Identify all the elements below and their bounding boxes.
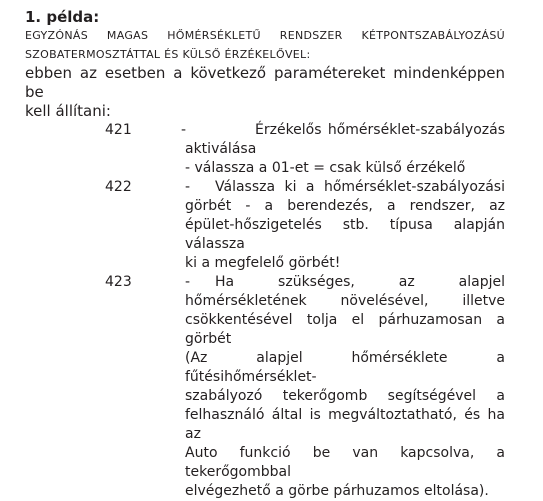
parameter-item [25, 273, 505, 292]
parameter-dash: - [185, 179, 191, 195]
intro-text [25, 64, 505, 121]
parameter-line: görbét - a berendezés, a rendszer, az [185, 198, 505, 214]
parameter-line: csökkentésével tolja el párhuzamosan a görbét [185, 312, 505, 347]
parameter-dash: - [185, 274, 191, 290]
parameter-line: ki a megfelelő görbét! [185, 255, 341, 271]
parameter-code: 422 [105, 179, 132, 195]
document-page [25, 8, 505, 501]
parameter-line: épület-hőszigetelés stb. típusa alapján válassza [185, 217, 505, 252]
example-title: 1. példa: [25, 8, 100, 26]
parameter-line: hőmérsékletének növelésével, illetve [185, 293, 505, 309]
parameter-line: szabályozó tekerőgomb segítségével a [185, 388, 505, 404]
parameter-item-continuation [25, 197, 505, 273]
parameter-line: Auto funkció be van kapcsolva, a tekerőgombbal [185, 445, 505, 480]
subtitle-line-2: SZOBATERMOSZTÁTTAL ÉS KÜLSŐ ÉRZÉKELŐVEL: [25, 48, 311, 61]
parameter-dash: - [181, 122, 187, 138]
parameter-item-continuation [25, 292, 505, 501]
parameter-line: - válassza a 01-et = csak külső érzékelő [185, 160, 466, 176]
parameter-line: Érzékelős hőmérséklet-szabályozás [255, 122, 505, 138]
parameter-code: 423 [105, 274, 132, 290]
parameter-line: - Válassza ki a hőmérséklet-szabályozási [185, 179, 505, 195]
subtitle-line-1: EGYZÓNÁS MAGAS HŐMÉRSÉKLETŰ RENDSZER KÉTPONTSZABÁLYOZÁSÚ [25, 29, 505, 42]
parameter-item [25, 178, 505, 197]
parameter-code: 421 [105, 122, 132, 138]
parameter-line: - Ha szükséges, az alapjel [185, 274, 505, 290]
parameter-line: aktiválása [185, 141, 257, 157]
parameter-item-continuation [25, 140, 505, 178]
parameter-line: felhasználó által is megváltoztatható, és ha az [185, 407, 505, 442]
parameter-list [25, 121, 505, 501]
example-subtitle [25, 26, 505, 64]
parameter-line: (Az alapjel hőmérséklete a fűtésihőmérséklet- [185, 350, 505, 385]
parameter-item [25, 121, 505, 140]
parameter-line: elvégezhető a görbe párhuzamos eltolása). [185, 483, 489, 499]
intro-line-1: ebben az esetben a következő paramétereket mindenképpen be [25, 64, 505, 101]
intro-line-2: kell állítani: [25, 102, 111, 120]
